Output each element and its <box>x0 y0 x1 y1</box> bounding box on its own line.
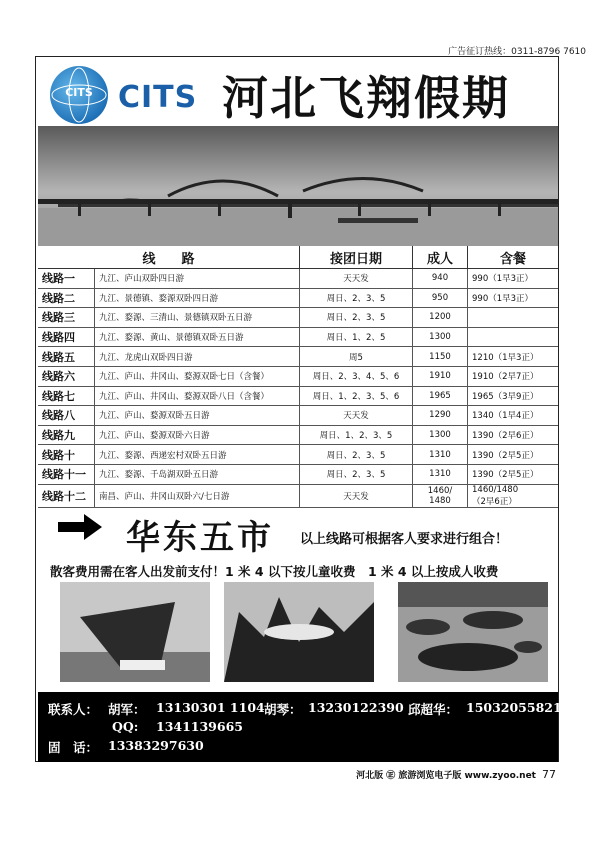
route-name: 线路七 <box>38 386 95 406</box>
table-row <box>38 327 558 347</box>
meal-price: 1390（2早6正） <box>468 425 559 445</box>
route-description: 九江、庐山、井冈山、婺源双卧七日（含餐） <box>95 366 300 386</box>
route-name: 线路五 <box>38 347 95 367</box>
adult-price: 1910 <box>413 366 468 386</box>
route-dates: 周5 <box>300 347 413 367</box>
table-row <box>38 445 558 465</box>
route-dates: 周日、1、2、3、5 <box>300 425 413 445</box>
meal-price: 1210（1早3正） <box>468 347 559 367</box>
route-name: 线路十 <box>38 445 95 465</box>
right-arrow-icon <box>58 514 102 540</box>
route-description: 九江、景德镇、婺源双卧四日游 <box>95 288 300 308</box>
routes-table <box>38 246 558 508</box>
route-description: 九江、庐山双卧四日游 <box>95 269 300 289</box>
route-dates: 天天发 <box>300 484 413 507</box>
combo-note: 以上线路可根据客人要求进行组合！ <box>300 532 509 547</box>
monument-photo <box>60 582 210 682</box>
contact-3-phone: 15032055821 <box>466 700 562 715</box>
table-row <box>38 308 558 328</box>
adult-price: 1460/ 1480 <box>413 484 468 507</box>
payment-notice: 散客费用需在客人出发前支付！1 米 4 以下按儿童收费 1 米 4 以上按成人收费 <box>50 564 499 579</box>
route-dates: 周日、2、3、5 <box>300 308 413 328</box>
header-adult: 成人 <box>413 246 468 269</box>
bridge-photo <box>38 126 558 246</box>
qq-label: QQ: <box>112 719 139 734</box>
qq-number: 1341139665 <box>156 719 243 734</box>
adult-price: 1310 <box>413 445 468 465</box>
footer-text: 河北版 ㊣ 旅游浏览电子版 www.zyoo.net <box>356 771 536 781</box>
meal-price: 1390（2早5正） <box>468 445 559 465</box>
table-row <box>38 269 558 289</box>
route-dates: 周日、1、2、3、5、6 <box>300 386 413 406</box>
route-dates: 周日、2、3、5 <box>300 445 413 465</box>
route-name: 线路十二 <box>38 484 95 507</box>
route-description: 九江、庐山、井冈山、婺源双卧八日（含餐） <box>95 386 300 406</box>
route-description: 九江、婺源、西递宏村双卧五日游 <box>95 445 300 465</box>
route-name: 线路三 <box>38 308 95 328</box>
page-title: 河北飞翔假期 <box>222 71 510 125</box>
table-row <box>38 425 558 445</box>
route-dates: 周日、2、3、5 <box>300 464 413 484</box>
route-name: 线路八 <box>38 406 95 426</box>
table-header-row <box>38 246 558 269</box>
cits-wordmark: CITS <box>118 80 198 115</box>
mountain-photo <box>224 582 374 682</box>
route-dates: 天天发 <box>300 406 413 426</box>
header-dates: 接团日期 <box>300 246 413 269</box>
meal-price: 990（1早3正） <box>468 288 559 308</box>
contact-panel <box>38 692 562 762</box>
meal-price: 990（1早3正） <box>468 269 559 289</box>
table-row <box>38 464 558 484</box>
table-row <box>38 484 558 507</box>
route-name: 线路十一 <box>38 464 95 484</box>
route-name: 线路九 <box>38 425 95 445</box>
contact-1-phone: 13130301 1104 <box>156 700 265 715</box>
contact-2-phone: 13230122390 <box>308 700 404 715</box>
fixed-phone-number: 13383297630 <box>108 738 204 753</box>
meal-price: 1910（2早7正） <box>468 366 559 386</box>
table-row <box>38 288 558 308</box>
ad-hotline: 广告征订热线：0311-8796 7610 <box>448 47 586 57</box>
east-china-promo: 华东五市 <box>126 518 274 558</box>
route-description: 九江、婺源、三清山、景德镇双卧五日游 <box>95 308 300 328</box>
adult-price: 950 <box>413 288 468 308</box>
adult-price: 1965 <box>413 386 468 406</box>
route-dates: 周日、2、3、5 <box>300 288 413 308</box>
logo-text: CITS <box>65 86 93 99</box>
meal-price: 1340（1早4正） <box>468 406 559 426</box>
adult-price: 1150 <box>413 347 468 367</box>
page-footer <box>0 768 596 781</box>
lake-islands-photo <box>398 582 548 682</box>
route-description: 九江、婺源、千岛湖双卧五日游 <box>95 464 300 484</box>
route-name: 线路一 <box>38 269 95 289</box>
fixed-phone-label: 固 话： <box>48 740 99 755</box>
table-row <box>38 386 558 406</box>
adult-price: 1290 <box>413 406 468 426</box>
route-description: 九江、龙虎山双卧四日游 <box>95 347 300 367</box>
route-description: 九江、庐山、婺源双卧五日游 <box>95 406 300 426</box>
route-description: 九江、婺源、黄山、景德镇双卧五日游 <box>95 327 300 347</box>
adult-price: 1300 <box>413 425 468 445</box>
route-dates: 周日、2、3、4、5、6 <box>300 366 413 386</box>
route-name: 线路六 <box>38 366 95 386</box>
meal-price: 1390（2早5正） <box>468 464 559 484</box>
route-dates: 天天发 <box>300 269 413 289</box>
meal-price <box>468 308 559 328</box>
table-row <box>38 347 558 367</box>
page-number: 77 <box>542 768 556 781</box>
table-row <box>38 406 558 426</box>
header-meal: 含餐 <box>468 246 559 269</box>
header-route: 线 路 <box>38 246 300 269</box>
route-dates: 周日、1、2、5 <box>300 327 413 347</box>
adult-price: 940 <box>413 269 468 289</box>
meal-price <box>468 327 559 347</box>
contact-1-name: 胡军： <box>108 702 146 717</box>
adult-price: 1200 <box>413 308 468 328</box>
cits-globe-logo <box>50 66 108 124</box>
contact-label: 联系人： <box>48 702 99 717</box>
route-name: 线路二 <box>38 288 95 308</box>
table-row <box>38 366 558 386</box>
meal-price: 1460/1480 （2早6正） <box>468 484 559 507</box>
meal-price: 1965（3早9正） <box>468 386 559 406</box>
route-name: 线路四 <box>38 327 95 347</box>
adult-price: 1300 <box>413 327 468 347</box>
contact-3-name: 邱超华： <box>408 702 459 717</box>
contact-2-name: 胡琴： <box>264 702 302 717</box>
route-description: 九江、庐山、婺源双卧六日游 <box>95 425 300 445</box>
route-description: 南昌、庐山、井冈山双卧六/七日游 <box>95 484 300 507</box>
adult-price: 1310 <box>413 464 468 484</box>
